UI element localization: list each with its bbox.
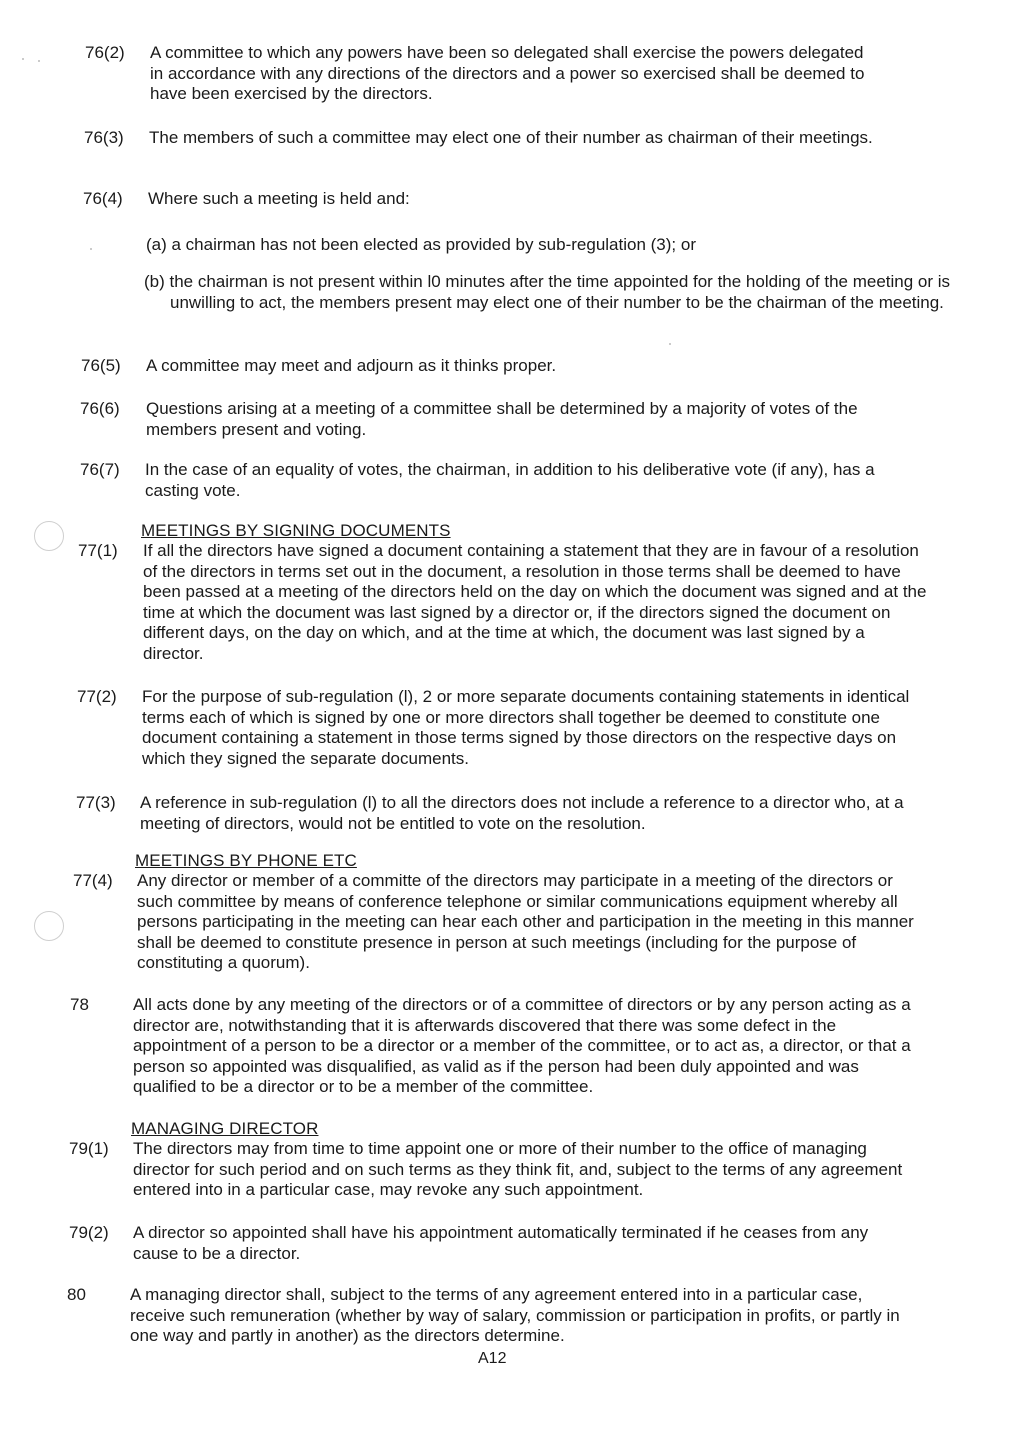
- clause-text: A committee to which any powers have been so delegated shall exercise the powers delegated in accordance with any directions of the directors and a power so exercised shall be deemed to have been exercised by the directors.: [150, 43, 865, 103]
- scan-speck: [22, 58, 24, 60]
- clause-number: 79(1): [69, 1139, 109, 1158]
- clause-number: 76(5): [81, 356, 121, 375]
- clause-text: For the purpose of sub-regulation (l), 2 or more separate documents containing statements in identical terms each of which is signed by one or more directors shall together be deemed to constitute one document containing a statement in those terms signed by those directors on the respective days on which they signed the separate documents.: [142, 687, 910, 768]
- scan-speck: [38, 60, 40, 62]
- clause-text: In the case of an equality of votes, the chairman, in addition to his deliberative vote (if any), has a casting vote.: [145, 460, 875, 500]
- clause-76-4-a: (a) a chairman has not been elected as provided by sub-regulation (3); or: [146, 235, 696, 254]
- scan-speck: [669, 343, 671, 345]
- clause-number: 76(7): [80, 460, 120, 479]
- clause-number: 80: [67, 1285, 86, 1304]
- clause-number: 76(2): [85, 43, 125, 62]
- section-heading-signing-documents: MEETINGS BY SIGNING DOCUMENTS: [141, 521, 451, 540]
- clause-text: The directors may from time to time appoint one or more of their number to the office of managing director for such period and on such terms as they think fit, and, subject to the terms of any agreement entered into in a particular case, may revoke any such appointment.: [133, 1139, 903, 1199]
- clause-76-4-b: (b) the chairman is not present within l0 minutes after the time appointed for the holding of the meeting or is unwilling to act, the members present may elect one of their number to be the chairman of the meeting.: [144, 272, 951, 312]
- clause-text: If all the directors have signed a document containing a statement that they are in favour of a resolution of the directors in terms set out in the document, a resolution in those terms shall be deemed to have been passed at a meeting of the directors held on the day on which the document was signed and at the time at which the document was last signed by a director or, if the directors signed the document on different days, on the day on which, and at the time at which, the document was last signed by a director.: [143, 541, 927, 663]
- clause-text: A committee may meet and adjourn as it thinks proper.: [146, 356, 557, 375]
- clause-text: The members of such a committee may elect one of their number as chairman of their meetings.: [149, 128, 873, 147]
- clause-number: 77(1): [78, 541, 118, 560]
- clause-text: All acts done by any meeting of the directors or of a committee of directors or by any person acting as a director are, notwithstanding that it is afterwards discovered that there was some defect in the appointment of a person to be a director or a member of the committee, or to act as, a director, or that a person so appointed was disqualified, as valid as if the person had been duly appointed and was qualified to be a director or to be a member of the committee.: [133, 995, 911, 1096]
- page-number: A12: [478, 1350, 507, 1367]
- punch-hole-icon: [34, 521, 64, 551]
- clause-text: A managing director shall, subject to the terms of any agreement entered into in a particular case, receive such remuneration (whether by way of salary, commission or participation in profits, or partly in one way and partly in another) as the directors determine.: [130, 1285, 900, 1345]
- punch-hole-icon: [34, 911, 64, 941]
- clause-text: Where such a meeting is held and:: [148, 189, 410, 208]
- clause-number: 78: [70, 995, 89, 1014]
- clause-text: A reference in sub-regulation (l) to all the directors does not include a reference to a director who, at a meeting of directors, would not be entitled to vote on the resolution.: [140, 793, 904, 833]
- clause-text: Any director or member of a committe of the directors may participate in a meeting of the directors or such committee by means of conference telephone or similar communications equipment whereby all persons participating in the meeting can hear each other and participation in the meeting in this manner shall be deemed to constitute presence in person at such meetings (including for the purpose of constituting a quorum).: [137, 871, 914, 972]
- clause-text: A director so appointed shall have his appointment automatically terminated if he ceases from any cause to be a director.: [133, 1223, 869, 1263]
- clause-number: 76(6): [80, 399, 120, 418]
- clause-text: Questions arising at a meeting of a committee shall be determined by a majority of votes of the members present and voting.: [146, 399, 858, 439]
- clause-number: 77(4): [73, 871, 113, 890]
- clause-number: 77(3): [76, 793, 116, 812]
- clause-number: 76(4): [83, 189, 123, 208]
- section-heading-managing-director: MANAGING DIRECTOR: [131, 1119, 319, 1138]
- scan-speck: [90, 248, 92, 250]
- section-heading-meetings-by-phone: MEETINGS BY PHONE ETC: [135, 851, 357, 870]
- clause-number: 76(3): [84, 128, 124, 147]
- clause-number: 77(2): [77, 687, 117, 706]
- clause-number: 79(2): [69, 1223, 109, 1242]
